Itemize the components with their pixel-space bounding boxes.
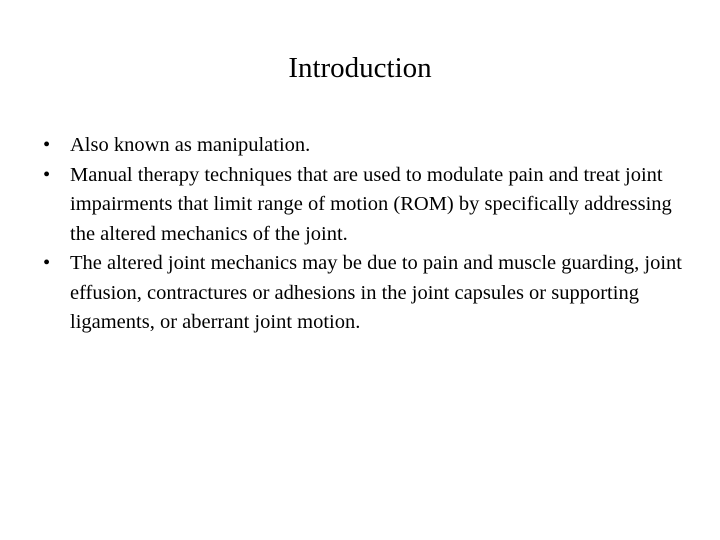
bullet-text: Also known as manipulation.	[70, 134, 311, 156]
list-item	[43, 161, 683, 250]
bullet-text: The altered joint mechanics may be due to pain and muscle guarding, joint effusion, contractures or adhesions in the joint capsules or supporting ligaments, or aberrant joint motion.	[70, 252, 682, 333]
bullet-icon: •	[43, 163, 51, 186]
bullet-text: Manual therapy techniques that are used to modulate pain and treat joint impairments that limit range of motion (ROM) by specifically addressing the altered mechanics of the joint.	[70, 163, 672, 245]
bullet-icon: •	[43, 134, 51, 156]
bullet-list	[43, 131, 683, 338]
list-item	[43, 249, 683, 338]
list-item	[43, 131, 683, 161]
bullet-icon: •	[43, 252, 51, 274]
slide-title: Introduction	[288, 52, 432, 84]
